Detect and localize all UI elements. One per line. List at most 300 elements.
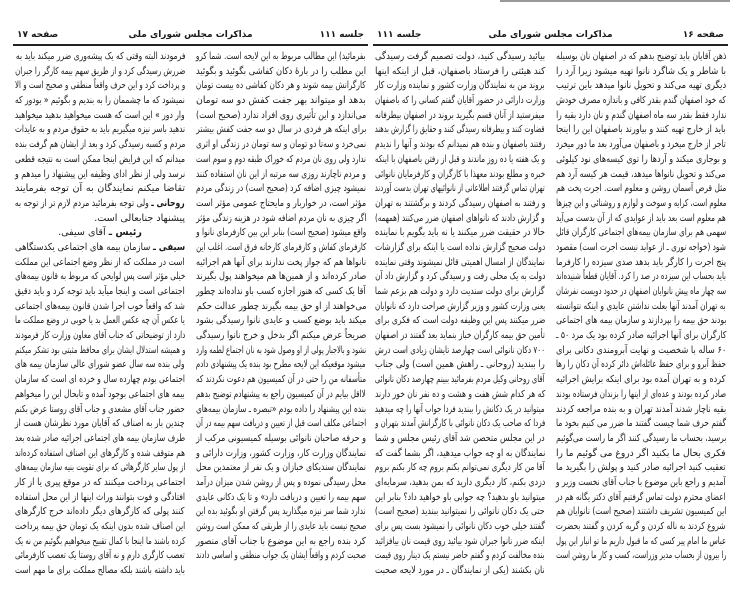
- line-text: این اصناف شده بدون اینکه یک تومان حق بیمه پرداخت: [14, 521, 185, 532]
- text-line: [375, 270, 545, 285]
- line-content: [196, 94, 366, 109]
- text-line: [375, 241, 545, 256]
- line-text: ذهن آقایان باید توضیح بدهم که در اصفهان نان بوسیله: [555, 51, 726, 62]
- text-line: [375, 285, 545, 300]
- line-text: صادر کرده بودند و عده‌ای از اینها را بزندان فرستاده بودند: [555, 388, 726, 400]
- line-content: [556, 256, 726, 271]
- line-content: [196, 153, 366, 168]
- line-content: [15, 65, 185, 80]
- line-text: میفرستید از آنان قسم بگیرید بروند در اصفهان بیطرفانه: [375, 109, 545, 121]
- text-line: [375, 329, 545, 344]
- line-content: [375, 300, 545, 315]
- line-text: اجتماعی مکلف است قبل از تعیین و دریافت سهم بیمه در آن: [195, 418, 366, 430]
- line-text: واقع میشود (صحیح است) بنابر این بین کارفرمای نانوا و: [195, 227, 366, 239]
- text-line: [196, 447, 366, 462]
- text-line: [375, 153, 545, 168]
- line-text: و گزارش دادند که نانواهای اصفهان ضرر می‌کنند (همهمه): [375, 212, 545, 224]
- line-text: فکری بحال ما بکنید اگر دروغ می گوئیم ما را: [556, 447, 726, 459]
- line-content: [556, 197, 726, 212]
- line-content: [196, 314, 366, 329]
- text-line: [556, 491, 726, 506]
- line-text: میشود موقعیکه این لایحه مطرح بود بنده یک پیشنهادی دادم: [196, 359, 366, 371]
- text-line: [15, 65, 185, 80]
- line-text: ضررش رسیدگی کرد و از طریق سهم بیمه کارگر را جبران: [14, 65, 185, 77]
- line-content: [556, 168, 726, 183]
- line-text: ندارد فقط بقدر سه ماه اصفهان گندم و نان دارد بقیه را: [555, 109, 726, 121]
- line-content: [196, 491, 366, 506]
- line-content: [375, 388, 545, 403]
- text-line: [556, 388, 726, 403]
- line-text: است در مملکت که از نظر وضع اجتماعی این مملکت: [15, 256, 185, 268]
- line-content: [556, 285, 726, 300]
- text-line: [556, 505, 726, 520]
- line-text: نان بکشند (یکی از نمایندگان ـ در مورد لایحه صحبت: [375, 565, 545, 577]
- line-text: ۷۰۰ دکان نانوائی است چهارصد تایشان زیادی است درش: [375, 344, 545, 356]
- text-line: [556, 447, 726, 462]
- page-number: صفحه ۱۶: [682, 30, 724, 40]
- line-text: و همیشه استدلال ایشان برای محافظ مثبتی بود تشکر میکنم: [14, 344, 185, 356]
- line-text: نمایندگان از امسال اهمیتی قائل نمیشوند وقتی نماینده: [375, 256, 545, 268]
- line-content: [196, 168, 366, 183]
- line-text: دولت به یک محلی رفت و رسیدگی کرد و گزارش داد آن: [374, 271, 545, 283]
- line-text: حفظ آبرو و برای حفظ عائله‌اش دائر کرده آن دکان را رها: [556, 359, 726, 371]
- text-line: [556, 373, 726, 388]
- line-text: ولی بنده سه سال عضو شورای عالی سازمان بیمه های: [15, 359, 185, 371]
- line-content: [196, 358, 366, 373]
- line-text: می‌خواهند از او حق بیمه بگیرند چطور عدالت حکم: [196, 300, 366, 312]
- line-text: حضور جناب آقای مشعدی و جناب آقای روستا عرض بکنم: [15, 403, 185, 415]
- line-content: [15, 520, 185, 535]
- text-line: [15, 197, 185, 212]
- text-line: [15, 329, 185, 344]
- page-header: [13, 28, 368, 46]
- text-line: [15, 270, 185, 285]
- line-text: آقا من کار دیگری نمی‌توانم بکنم بروم چه کار بکنم بروم: [375, 462, 545, 474]
- line-content: [375, 535, 545, 550]
- text-line: [375, 256, 545, 271]
- line-text: از پول سایر کارگرهائی که برای تقویت بنیه سازمان بیمه‌های: [14, 462, 185, 474]
- line-content: [196, 197, 366, 212]
- text-line: [196, 314, 366, 329]
- line-content: [375, 344, 545, 359]
- text-line: [556, 212, 726, 227]
- text-line: [375, 212, 545, 227]
- line-content: [556, 520, 726, 535]
- line-text: تقاضا میکنم نمایندگان به آن توجه بفرمایند: [15, 183, 185, 195]
- text-line: [15, 476, 185, 491]
- text-line: [375, 388, 545, 403]
- line-content: [15, 447, 185, 462]
- text-line: [196, 491, 366, 506]
- line-content: [375, 109, 545, 124]
- line-text: کارگرانش بیمه شوند و هر دکان کفاشی ده بیست تومان: [196, 80, 366, 92]
- line-content: [196, 388, 366, 403]
- text-line: [375, 535, 545, 550]
- line-text: شد که واقعاً خوب اجرا شدن قانون بیمه‌های اجتماعی: [15, 300, 185, 312]
- line-content: [556, 270, 726, 285]
- running-title: مذاکرات مجلس شورای ملی: [128, 30, 253, 40]
- line-text: اجتماعی پرداخت میکنند که در موقع پیری یا از کار: [14, 476, 185, 488]
- line-text: نانواها هم که جواز پخت ندارند برای آنها هم اجرائیه: [195, 256, 366, 268]
- line-content: [556, 344, 726, 359]
- line-text: سازمان بیمه های اجتماعی یکدستگاهی: [14, 241, 151, 253]
- text-line: [15, 138, 185, 153]
- line-text: باید از خارج تهیه کنند و بیاورند باصفهان این را اینجا: [556, 124, 726, 136]
- line-text: به تهران آمدند آنها بعلت نداشتن عایدی و اینکه نتوانسته: [556, 300, 726, 312]
- line-text: دزدی بکنم، کار دیگری دارید که بمن بدهید، سرمایه‌ای: [374, 476, 545, 488]
- line-content: [556, 241, 726, 256]
- line-content: [375, 197, 545, 212]
- line-text: یعنی وزارت کشور و وزیر گزارش صراحت دارد که نانوایان: [374, 300, 545, 312]
- text-line: [15, 153, 185, 168]
- text-line: [196, 123, 366, 138]
- line-content: [15, 329, 185, 344]
- text-line: [15, 241, 185, 256]
- line-content: [556, 417, 726, 432]
- page-16: [373, 0, 728, 600]
- line-content: [15, 182, 185, 197]
- line-content: [15, 300, 185, 315]
- line-content: [375, 50, 545, 65]
- line-text: مردم و کسبه رسیدگی کرد و بعد از ایشان هم گرفت بنده: [14, 139, 185, 151]
- text-column: [375, 50, 545, 579]
- line-content: [375, 285, 545, 300]
- line-text: نمایندگان وزارت کار، وزارت کشور، وزارت دارائی و: [196, 447, 366, 459]
- line-text: پیشنهاد جنابعالی است.: [94, 212, 185, 224]
- text-line: [556, 256, 726, 271]
- line-content: [375, 138, 545, 153]
- text-column: [15, 50, 185, 579]
- text-line: [556, 300, 726, 315]
- line-content: [196, 226, 366, 241]
- line-content: [375, 476, 545, 491]
- line-text: مؤثر است، در خواربار و مایحتاج عمومی مؤثر است: [195, 197, 366, 209]
- text-line: [15, 491, 185, 506]
- line-text: فرمودند البته وقتی که یک پیشه‌وری ضرر میکند باید به: [15, 51, 185, 62]
- text-line: [15, 520, 185, 535]
- text-line: [196, 168, 366, 183]
- line-content: [375, 270, 545, 285]
- line-content: [196, 432, 366, 447]
- line-content: [196, 256, 366, 271]
- line-content: [15, 505, 185, 520]
- line-text: می‌کند و تحویل نانواها میدهد، قیمت هر کیسه آرد هم: [556, 168, 726, 180]
- line-text: بروند من به نمایندگان وزارت کشور و نماینده وزارت کار: [375, 80, 545, 92]
- text-line: [556, 344, 726, 359]
- text-line: [196, 270, 366, 285]
- line-text: صادر کرده‌اند و از همین‌ها هم میخواهند پول بگیرند: [195, 271, 366, 283]
- line-content: [15, 109, 185, 124]
- line-text: نمیشود چیزی اضافه کرد (صحیح است) در زندگی مردم: [195, 183, 366, 195]
- line-text: اعضای محترم دولت تماس گرفتیم آقای دکتر یگانه هم در: [556, 491, 726, 503]
- line-content: [196, 123, 366, 138]
- line-content: [15, 197, 185, 212]
- text-line: [196, 505, 366, 520]
- line-content: [15, 94, 185, 109]
- line-text: چندین بار به اصناف که آقایان مورد نظرشان هست از: [15, 418, 185, 430]
- line-content: [375, 241, 545, 256]
- line-text: سه چهار ماه پیش نانوایان اصفهان در حدود دویست نفرشان: [555, 286, 726, 297]
- line-text: کرد بنده راجع به این موضوع با جناب آقای منصور: [196, 535, 366, 547]
- text-line: [15, 182, 185, 197]
- line-text: کنند پولی که کارگرهای دیگر داده‌اند خرج کارگرهای: [15, 506, 185, 518]
- line-content: [556, 109, 726, 124]
- line-content: [196, 476, 366, 491]
- line-content: [556, 403, 726, 418]
- line-text: را بیرون از بحساب مدیر وزراست، کسب و کار ما روشن است: [555, 550, 726, 562]
- line-text: ۶۰ ساله با شخصیت و نهایت آبرومندی دکانی برای: [555, 344, 726, 356]
- text-line: [15, 447, 185, 462]
- line-content: [375, 461, 545, 476]
- line-text: بیائید رسیدگی کنید، دولت تصمیم گرفت رسیدگی: [374, 51, 545, 62]
- running-title: مذاکرات مجلس شورای ملی: [488, 30, 613, 40]
- line-content: [15, 432, 185, 447]
- line-text: میدانم که این فرایض اینجا ممکن است به نتیجه قطعی: [14, 153, 185, 165]
- line-content: [556, 50, 726, 65]
- text-line: [556, 241, 726, 256]
- text-line: [15, 549, 185, 564]
- text-line: [196, 373, 366, 388]
- text-line: [196, 256, 366, 271]
- speaker-name: سیفی ـ: [152, 241, 185, 253]
- line-text: آقای روحانی وکیل مردم بفرمائید ببینم چهارصد دکان نانوائی: [375, 374, 545, 386]
- line-content: [196, 109, 366, 124]
- text-line: [15, 109, 185, 124]
- text-column: [196, 50, 366, 564]
- text-line: [556, 285, 726, 300]
- line-text: معلوم است، کرایه و سوخت و لوازم و روشنائی و این چیزها: [555, 197, 726, 209]
- line-content: [15, 344, 185, 359]
- text-line: [375, 65, 545, 80]
- text-line: [196, 388, 366, 403]
- text-line: [15, 505, 185, 520]
- line-text: تهران تماس گرفتند اطلاعاتی از نانوائیهای تهران بدست آوردند: [375, 183, 545, 195]
- line-text: طرف سازمان بیمه های اجتماعی اجرائیه صادر شده بعد: [14, 432, 185, 444]
- text-line: [556, 226, 726, 241]
- line-content: [375, 564, 545, 579]
- text-line: [196, 138, 366, 153]
- line-content: [196, 50, 366, 65]
- text-line: [375, 461, 545, 476]
- text-line: [375, 403, 545, 418]
- text-line: [556, 358, 726, 373]
- line-text: بودند حق بیمه را بپردازند و سازمان بیمه های اجتماعی: [555, 315, 726, 327]
- line-text: دارد از توضیحاتی که جناب آقای معاون وزارت کار فرمودند: [14, 330, 185, 342]
- text-line: [556, 432, 726, 447]
- line-text: یا عکس آن چه عکس العمل بد یا خوبی در وضع مملکت ما: [15, 315, 185, 327]
- line-text: این مطلب را در بارهٔ دکان کفاشی بگوئید و بگوئید: [195, 65, 366, 77]
- line-content: [375, 153, 545, 168]
- line-text: نشود و بالاجبار پولی از او وصول شود به نان اجتماع لطمه وارد: [195, 344, 366, 356]
- text-line: [556, 270, 726, 285]
- line-content: [15, 417, 185, 432]
- line-text: نمایندگان به او چه جواب میدهید، اگر بشما گفت که: [374, 447, 545, 459]
- text-line: [375, 94, 545, 109]
- line-content: [196, 182, 366, 197]
- line-content: [556, 491, 726, 506]
- text-columns: [13, 50, 368, 590]
- text-line: [196, 182, 366, 197]
- line-content: [196, 344, 366, 359]
- line-text: بقیه ناچار شدند آمدند تهران و به بنده مراجعه کردند: [555, 403, 726, 415]
- line-content: [196, 417, 366, 432]
- text-line: [556, 549, 726, 564]
- line-content: [196, 285, 366, 300]
- line-content: [15, 123, 185, 138]
- line-content: [196, 79, 366, 94]
- text-line: [15, 212, 185, 227]
- line-text: وزارت دارائی در حضور آقایان گفتم کسانی را که باصفهان: [375, 95, 545, 107]
- line-content: [556, 373, 726, 388]
- line-content: [556, 447, 726, 462]
- text-line: [375, 226, 545, 241]
- text-line: [196, 241, 366, 256]
- line-text: صحیح نیست باید عایدی را از طریقی که ممکن است روشن: [195, 521, 366, 532]
- line-text: میتوانید در یک دکانش را ببندید فردا جواب آنها را چه میدهید: [375, 403, 545, 415]
- text-line: [196, 417, 366, 432]
- line-text: هم معلوم است بعد باید از عوایدی که از آن بدست می‌آید: [556, 212, 726, 224]
- line-content: [196, 138, 366, 153]
- text-line: [556, 476, 726, 491]
- line-content: [375, 505, 545, 520]
- line-text: فردا که صاحب یک دکان نانوائی با کارگرانش آمدند بتهران و: [374, 418, 545, 430]
- text-line: [196, 197, 366, 212]
- text-line: [556, 182, 726, 197]
- line-content: [556, 226, 726, 241]
- line-content: [375, 417, 545, 432]
- line-text: سهمی هم برای سازمان بیمه‌های اجتماعی کارگران قائل: [555, 227, 726, 239]
- line-content: [556, 549, 726, 564]
- text-line: [375, 50, 545, 65]
- line-text: متأسفانه من را حتی در آن کمیسیون هم دعوت نکردند که: [195, 374, 366, 386]
- text-line: [15, 403, 185, 418]
- text-line: [375, 197, 545, 212]
- line-text: بفرمائید) این مطالب مربوط به این لایحه است. شما کرو: [196, 51, 366, 62]
- line-text: کارگران برای آنها اجرائیه صادر کرده بود یک مرد ۵۰ ـ: [555, 330, 726, 342]
- line-text: در این مجلس متحصن شد آقای رئیس مجلس و شما: [375, 432, 545, 444]
- text-line: [375, 476, 545, 491]
- line-text: بیمه های اجتماعی بوجود آمده و تابحال این را میخواهم: [15, 388, 185, 400]
- line-text: اجتماعی بودم چهارده سال و خرده ای است که سازمان: [15, 374, 185, 386]
- line-text: قضاوت کنند و بیطرفانه رسیدگی کنند و حقایق را گزارش بدهند: [375, 124, 545, 136]
- line-text: را ببندید (روحانی ـ راهش همین است) ولی جناب: [375, 359, 545, 371]
- text-line: [375, 564, 545, 579]
- line-text: که خود اصفهان گندم بقدر کافی و باندازه مصرف خودش: [556, 95, 726, 107]
- line-text: میکند باید بوضع کسب و عایدی نانوا رسیدگی بشود: [195, 315, 366, 327]
- line-text: دیگری تهیه می‌کند و تحویل نانوا میدهد باین ترتیب: [555, 80, 726, 92]
- text-line: [375, 138, 545, 153]
- line-text: اینکه ضرر نانوا جبران شود بیائید روی قیمت نان بیافزائید: [375, 535, 545, 547]
- line-content: [375, 256, 545, 271]
- line-content: [375, 314, 545, 329]
- text-line: [196, 109, 366, 124]
- text-line: [556, 50, 726, 65]
- line-text: آمدیم و راجع باین موضوع با جناب آقای نخست وزیر و: [556, 476, 726, 488]
- line-text: با شاطر و یک شاگرد نانوا تهیه میشود زیرا آرد را: [556, 65, 726, 77]
- text-line: [196, 226, 366, 241]
- line-text: و حرفه صاحبان نانوائی بوسیله کمیسیونی مرکب از: [195, 432, 366, 444]
- text-line: [556, 123, 726, 138]
- line-text: وار دور » این است که هست میخواهید بدهید میخواهید: [15, 109, 185, 121]
- line-content: [196, 373, 366, 388]
- line-content: [15, 314, 185, 329]
- line-text: شود (خواجه نوری ـ از عواید نیست اجرت است) مقصود: [556, 241, 726, 253]
- text-line: [196, 520, 366, 535]
- line-content: [375, 403, 545, 418]
- line-text: عباس ما امام پیر کسی که ما قبول داریم ما تو انبار این پول: [555, 535, 726, 547]
- line-text: نمایندگان سندیکای خبازان و یک نفر از معتمدین محل: [196, 462, 366, 474]
- line-text: خبره و مطلع بودند معهذا با کارگران و کارفرمایان نانوائی: [374, 168, 545, 180]
- line-content: [556, 535, 726, 550]
- speaker-name: رئیس ـ: [108, 227, 142, 239]
- text-line: [556, 153, 726, 168]
- line-content: [15, 388, 185, 403]
- line-text: حالا در حقیقت ضرر میکنند یا نه باید بگویم با نماینده: [375, 227, 545, 239]
- line-content: [15, 270, 185, 285]
- text-line: [15, 535, 185, 550]
- line-content: [556, 94, 726, 109]
- line-content: [556, 388, 726, 403]
- line-text: تعصب کارگری دارم و نه آقای روستا یک تعصب کارفرمائی: [15, 550, 185, 562]
- text-line: [556, 329, 726, 344]
- line-text: کرده باشند ما اینجا با کمال تقبیح میخواهیم بگوئیم من نه یک: [14, 535, 185, 547]
- line-text: باید بحساب این سیزده در صد را کرد. آقایان قطعاً شنیده‌اند: [556, 271, 726, 283]
- text-line: [556, 520, 726, 535]
- text-line: [15, 50, 185, 65]
- session-number: جلسه ۱۱۱: [377, 30, 422, 40]
- line-content: [15, 138, 185, 153]
- text-line: [15, 358, 185, 373]
- line-text: برسید، بحساب ما رسیدگی کنند اگر ما راست می‌گوئیم: [555, 432, 726, 444]
- line-content: [196, 461, 366, 476]
- text-line: [196, 432, 366, 447]
- line-text: آقا یک کسی که هنوز اجازه کسب باو نداده‌اند چطور: [196, 286, 366, 297]
- text-line: [15, 285, 185, 300]
- line-text: شروع کردند به ناله کردن و گریه کردن و گفتند بحضرت: [556, 521, 726, 532]
- line-content: [15, 50, 185, 65]
- line-text: رفتند باصفهان و بنده هم نمیدانم که بودند و آنها را ندیدم: [374, 139, 545, 151]
- line-content: [15, 476, 185, 491]
- text-line: [196, 65, 366, 80]
- line-content: [15, 168, 185, 183]
- line-content: [15, 491, 185, 506]
- text-line: [196, 403, 366, 418]
- line-text: نرسد ولی از نظر ادای وظیفه این پیشنهاد را میدهم و: [14, 168, 185, 180]
- line-content: [15, 358, 185, 373]
- line-text: ولی توجه بفرمائید مردم لازم تر از توجه به: [15, 197, 150, 209]
- text-line: [375, 182, 545, 197]
- text-line: [556, 65, 726, 80]
- line-content: [375, 520, 545, 535]
- page-number: صفحه ۱۷: [17, 30, 59, 40]
- line-text: دولت صحیح گزارش نداده است یا اینکه برای گزارشات: [374, 241, 545, 253]
- line-content: [556, 182, 726, 197]
- text-line: [15, 388, 185, 403]
- text-line: [556, 535, 726, 550]
- line-content: [196, 403, 366, 418]
- line-text: اگر چیزی به نان مردم اضافه شود در هزینه زندگی مؤثر: [195, 212, 366, 224]
- text-line: [375, 314, 545, 329]
- line-text: ندارد شما سر نیزه میگذارید پس گرفتن او بگوئید بده این: [196, 506, 366, 518]
- line-content: [196, 241, 366, 256]
- text-line: [375, 505, 545, 520]
- text-line: [556, 197, 726, 212]
- line-content: [375, 432, 545, 447]
- text-line: [556, 417, 726, 432]
- line-text: و بوجاری میکند و آردها را توی کیسه‌های نود کیلوئی: [555, 153, 726, 165]
- line-content: [556, 329, 726, 344]
- line-text: باید داشته باشند بلکه مصالح مملکت برای ما مهم است: [15, 565, 185, 577]
